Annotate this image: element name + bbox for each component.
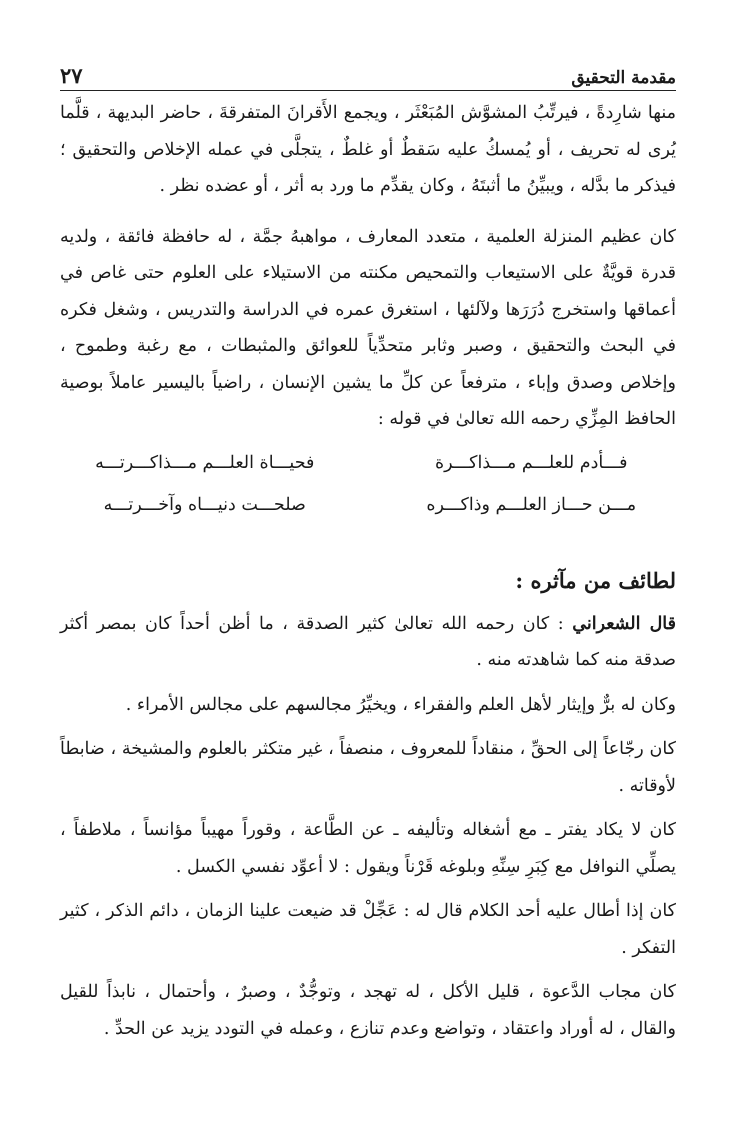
paragraph: منها شارِدةً ، فيرتِّبُ المشوَّش المُبَعْثَر ، ويجمع الأَقرانَ المتفرقةَ ، حاضر البديهة ، قلَّما يُرى له تحريف ، أو يُمسكُ عليه سَقطٌ أو غلطٌ ، يتجلَّى في عمله الإخلاص والتحقيق ؛ فيذكر ما بدَّله ، ويبيِّنُ ما أثبتَهُ ، وكان يقدِّم ما ورد به أثر ، أو عضده نظر . (60, 103, 676, 196)
paragraph: كان مجاب الدَّعوة ، قليل الأكل ، له تهجد ، وتوجُّدٌ ، وصبرٌ ، وأحتمال ، نابذاً للقيل والقال ، له أوراد واعتقاد ، وتواضع وعدم تنازع ، وعمله في التودد يزيد عن الحدِّ . (60, 982, 676, 1039)
paragraph (60, 606, 676, 679)
verse-second-hemistich: فحيـــاة العلـــم مـــذاكـــرتـــه (95, 452, 315, 473)
header-rule (60, 90, 676, 91)
verse-first-hemistich: مـــن حـــاز العلـــم وذاكـــره (426, 494, 637, 515)
poem-verse (60, 442, 676, 484)
paragraph: كان إذا أطال عليه أحد الكلام قال له : عَجِّلْ قد ضيعت علينا الزمان ، دائم الذكر ، كثير التفكر . (60, 901, 676, 958)
verse-second-hemistich: صلحـــت دنيـــاه وآخـــرتـــه (103, 494, 306, 515)
section-title: لطائف من مآثره : (515, 567, 676, 593)
page-number: ٢٧ (60, 63, 83, 88)
paragraph: كان رجّاعاً إلى الحقِّ ، منقاداً للمعروف ، منصفاً ، غير متكثر بالعلوم والمشيخة ، ضابطاً لأوقاته . (60, 739, 676, 796)
page-body (60, 95, 676, 1047)
paragraph-text: : كان رحمه الله تعالىٰ كثير الصدقة ، ما أظن أحداً كان بمصر أكثر صدقة منه كما شاهدته منه . (60, 613, 676, 670)
header-title: مقدمة التحقيق (571, 68, 676, 88)
verse-first-hemistich: فـــأدم للعلـــم مـــذاكـــرة (434, 452, 628, 473)
poem-verse (60, 484, 676, 526)
paragraph: كان عظيم المنزلة العلمية ، متعدد المعارف ، مواهبهُ جمَّة ، له حافظة فائقة ، ولديه قدرة قويَّةٌ على الاستيعاب والتمحيص مكنته من الاستيلاء على العلوم حتى غاص في أعماقها واستخرج دُرَرَها ولآلئها ، استغرق عمره في الدراسة والتدريس ، وشغل فكره في البحث والتحقيق ، وصبر وثابر متحدِّياً للعوائق والمثبطات ، مع رغبة وطموح ، وإخلاص وصدق وإباء ، مترفعاً عن كلِّ ما يشين الإنسان ، راضياً باليسير عاملاً بوصية الحافظ المِزِّي رحمه الله تعالىٰ في قوله : (60, 226, 676, 429)
poem (60, 442, 676, 526)
paragraph-lead: قال الشعراني (572, 613, 676, 634)
paragraph: وكان له برٌّ وإيثار لأهل العلم والفقراء ، ويخيِّرُ مجالسهم على مجالس الأمراء . (125, 694, 676, 715)
paragraph: كان لا يكاد يفتر ـ مع أشغاله وتأليفه ـ عن الطَّاعة ، وقوراً مهيباً مؤانساً ، ملاطفاً ، يصلِّي النوافل مع كِبَرِ سِنِّهِ وبلوغه قَرْناً ويقول : لا أعوِّد نفسي الكسل . (60, 820, 676, 877)
running-header (60, 58, 676, 88)
